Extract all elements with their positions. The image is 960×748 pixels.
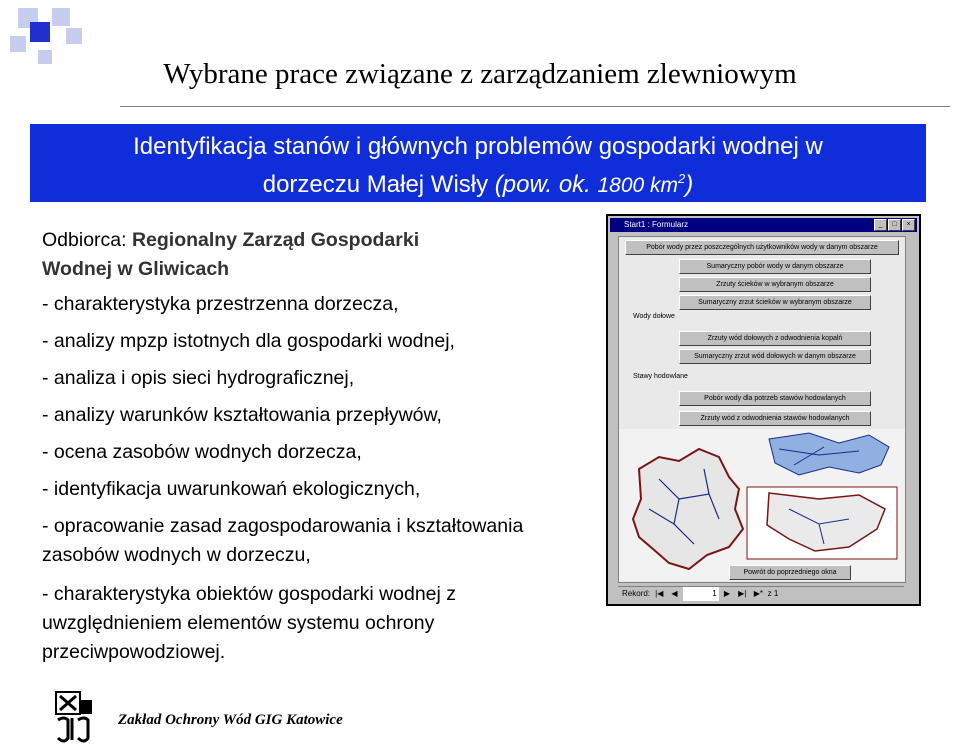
decorative-square bbox=[30, 22, 50, 42]
list-item: - opracowanie zasad zagospodarowania i kształtowania zasobów wodnych w dorzeczu, bbox=[42, 515, 524, 566]
client-name-line1: Regionalny Zarząd Gospodarki bbox=[131, 229, 420, 251]
banner-line2-italic: (pow. ok. bbox=[494, 171, 598, 198]
content-list bbox=[42, 226, 602, 667]
footer-text: Zakład Ochrony Wód GIG Katowice bbox=[118, 712, 343, 728]
close-icon[interactable]: × bbox=[902, 219, 915, 231]
list-item: - analizy mpzp istotnych dla gospodarki wodnej, bbox=[42, 330, 455, 352]
form-button[interactable]: Pobór wody przez poszczególnych użytkowników wody w danym obszarze bbox=[625, 240, 899, 255]
nav-first-icon[interactable]: |◀ bbox=[655, 589, 664, 598]
nav-new-icon[interactable]: ▶* bbox=[753, 589, 764, 598]
title-divider bbox=[120, 106, 950, 107]
client bbox=[42, 226, 602, 284]
form-button[interactable]: Sumaryczny pobór wody w danym obszarze bbox=[679, 259, 871, 274]
slide-title: Wybrane prace związane z zarządzaniem zlewniowym bbox=[163, 58, 797, 90]
window-controls bbox=[874, 219, 915, 231]
form-section-label: Stawy hodowlane bbox=[633, 373, 688, 380]
list-item: - ocena zasobów wodnych dorzecza, bbox=[42, 441, 362, 463]
form-button[interactable]: Zrzuty ścieków w wybranym obszarze bbox=[679, 277, 871, 292]
list-item: - analiza i opis sieci hydrograficznej, bbox=[42, 367, 355, 389]
client-name-line2: Wodnej w Gliwicach bbox=[42, 258, 230, 280]
catchment-map bbox=[619, 429, 905, 581]
nav-record-input[interactable]: 1 bbox=[683, 587, 719, 601]
form-button[interactable]: Sumaryczny zrzut wód dołowych w danym obszarze bbox=[679, 349, 871, 364]
form-button[interactable]: Pobór wody dla potrzeb stawów hodowlanych bbox=[679, 391, 871, 406]
banner-line1: Identyfikacja stanów i głównych problemów gospodarki wodnej w bbox=[133, 133, 823, 160]
list-item: - charakterystyka obiektów gospodarki wodnej z uwzględnieniem elementów systemu ochrony przeciwpowodziowej. bbox=[42, 583, 457, 663]
client-prefix: Odbiorca: bbox=[42, 229, 132, 251]
nav-of-count: z 1 bbox=[767, 589, 779, 598]
maximize-icon[interactable]: □ bbox=[888, 219, 901, 231]
decorative-square bbox=[66, 28, 82, 44]
form-button[interactable]: Zrzuty wód dołowych z odwodnienia kopalń bbox=[679, 331, 871, 346]
list-item: - identyfikacja uwarunkowań ekologicznych, bbox=[42, 478, 421, 500]
list-item: - charakterystyka przestrzenna dorzecza, bbox=[42, 293, 399, 315]
nav-last-icon[interactable]: ▶| bbox=[738, 589, 747, 598]
minimize-icon[interactable]: _ bbox=[874, 219, 887, 231]
banner-line2-main: dorzeczu Małej Wisły bbox=[262, 171, 495, 198]
form-section-label: Wody dołowe bbox=[633, 313, 675, 320]
gig-logo-icon bbox=[52, 690, 100, 746]
decorative-square bbox=[52, 8, 70, 26]
form-button[interactable]: Sumaryczny zrzut ścieków w wybranym obszarze bbox=[679, 295, 871, 310]
window-title: Start1 : Formularz bbox=[624, 220, 689, 229]
nav-prev-icon[interactable]: ◀ bbox=[671, 589, 678, 598]
form-button[interactable]: Zrzuty wód z odwodnienia stawów hodowlanych bbox=[679, 411, 871, 426]
window-titlebar bbox=[610, 218, 917, 232]
banner-line2-close: ) bbox=[685, 171, 694, 198]
record-navigator bbox=[618, 586, 904, 601]
back-button[interactable]: Powrót do poprzedniego okna bbox=[729, 565, 851, 580]
banner-line2-sup: 2 bbox=[678, 171, 686, 186]
banner-line2 bbox=[30, 163, 926, 202]
decorative-square bbox=[10, 36, 26, 52]
list-item: - analizy warunków kształtowania przepływów, bbox=[42, 404, 442, 426]
form-area bbox=[618, 236, 906, 583]
banner-line2-area: 1800 km bbox=[597, 174, 679, 197]
banner bbox=[30, 124, 926, 202]
nav-next-icon[interactable]: ▶ bbox=[723, 589, 731, 598]
nav-label: Rekord: bbox=[622, 589, 651, 598]
app-screenshot bbox=[606, 214, 921, 606]
